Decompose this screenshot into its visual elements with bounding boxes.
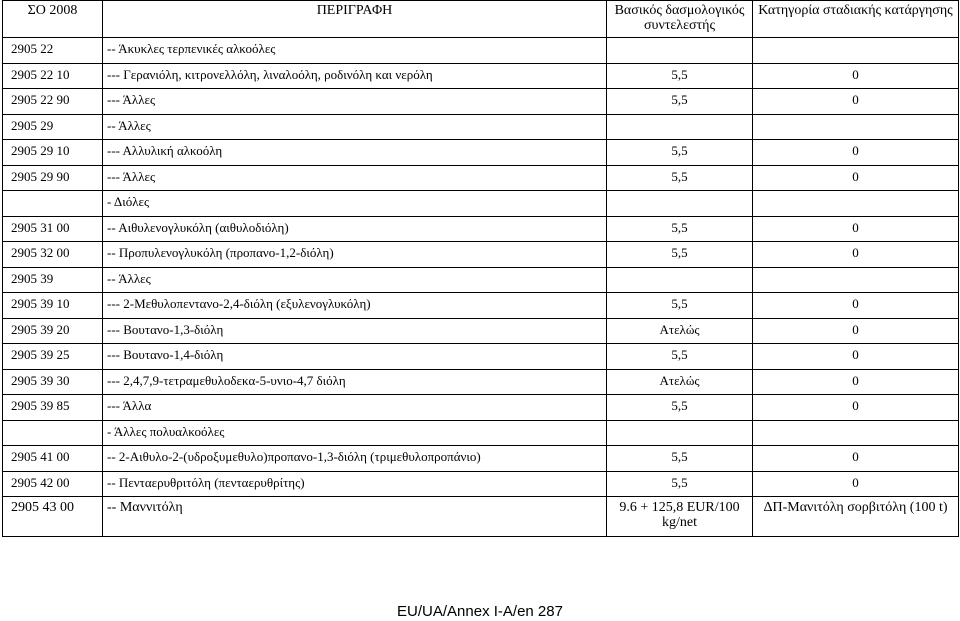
row-description: --- Άλλες [103,165,607,191]
table-row [3,191,959,217]
row-code: 2905 31 00 [3,216,103,242]
page-footer: EU/UA/Annex I-A/en 287 [397,603,563,620]
row-description: -- 2-Αιθυλο-2-(υδροξυμεθυλο)προπανο-1,3-διόλη (τριμεθυλοπροπάνιο) [103,446,607,472]
table-row [3,293,959,319]
header-description: ΠΕΡΙΓΡΑΦΗ [103,1,607,38]
row-description: -- Πενταερυθριτόλη (πενταερυθρίτης) [103,471,607,497]
row-category [753,38,959,64]
row-base-rate: 5,5 [607,89,753,115]
row-code: 2905 29 10 [3,140,103,166]
row-category: 0 [753,63,959,89]
row-code: 2905 22 90 [3,89,103,115]
row-category: 0 [753,471,959,497]
table-row [3,38,959,64]
row-description: --- 2,4,7,9-τετραμεθυλοδεκα-5-υνιο-4,7 διόλη [103,369,607,395]
row-base-rate [607,38,753,64]
table-header-row [3,1,959,38]
row-description: - Διόλες [103,191,607,217]
row-code: 2905 29 [3,114,103,140]
row-code [3,420,103,446]
row-category: 0 [753,242,959,268]
table-row [3,89,959,115]
row-base-rate: 5,5 [607,165,753,191]
row-description: --- 2-Μεθυλοπεντανο-2,4-διόλη (εξυλενογλυκόλη) [103,293,607,319]
row-category: 0 [753,318,959,344]
row-code: 2905 39 85 [3,395,103,421]
row-code: 2905 22 10 [3,63,103,89]
table-row [3,344,959,370]
row-description: --- Άλλα [103,395,607,421]
row-code: 2905 39 25 [3,344,103,370]
row-base-rate: 9.6 + 125,8 EUR/100 kg/net [607,497,753,537]
row-code: 2905 39 20 [3,318,103,344]
row-base-rate: 5,5 [607,395,753,421]
row-category [753,114,959,140]
row-code: 2905 39 30 [3,369,103,395]
table-row [3,63,959,89]
table-row [3,318,959,344]
row-code: 2905 39 10 [3,293,103,319]
row-category [753,420,959,446]
row-category: 0 [753,369,959,395]
row-category: 0 [753,216,959,242]
table-row [3,216,959,242]
header-category: Κατηγορία σταδιακής κατάργησης [753,1,959,38]
row-description: --- Γερανιόλη, κιτρονελλόλη, λιναλοόλη, ροδινόλη και νερόλη [103,63,607,89]
table-body [3,38,959,537]
row-category: 0 [753,89,959,115]
row-code: 2905 43 00 [3,497,103,537]
row-description: --- Αλλυλική αλκοόλη [103,140,607,166]
table-row [3,242,959,268]
table-row [3,420,959,446]
row-code [3,191,103,217]
table-row [3,446,959,472]
row-category: 0 [753,446,959,472]
row-base-rate: Ατελώς [607,369,753,395]
table-row [3,471,959,497]
row-description: -- Μαννιτόλη [103,497,607,537]
row-base-rate: 5,5 [607,471,753,497]
row-description: -- Προπυλενογλυκόλη (προπανο-1,2-διόλη) [103,242,607,268]
row-category: 0 [753,293,959,319]
row-description: --- Άλλες [103,89,607,115]
row-base-rate [607,267,753,293]
row-description: -- Άκυκλες τερπενικές αλκοόλες [103,38,607,64]
row-base-rate: 5,5 [607,216,753,242]
row-category: 0 [753,344,959,370]
row-description: --- Βουτανο-1,3-διόλη [103,318,607,344]
row-base-rate: 5,5 [607,140,753,166]
table-row [3,114,959,140]
row-category: 0 [753,395,959,421]
row-base-rate [607,191,753,217]
row-description: -- Άλλες [103,114,607,140]
table-row [3,267,959,293]
row-base-rate: 5,5 [607,63,753,89]
row-code: 2905 41 00 [3,446,103,472]
row-base-rate: Ατελώς [607,318,753,344]
table-row [3,497,959,537]
row-category: 0 [753,165,959,191]
row-base-rate: 5,5 [607,344,753,370]
header-base-rate: Βασικός δασμολογικός συντελεστής [607,1,753,38]
row-code: 2905 39 [3,267,103,293]
row-description: --- Βουτανο-1,4-διόλη [103,344,607,370]
row-category: 0 [753,140,959,166]
row-category: ΔΠ-Μανιτόλη σορβιτόλη (100 t) [753,497,959,537]
row-base-rate: 5,5 [607,293,753,319]
table-row [3,369,959,395]
table-row [3,395,959,421]
row-code: 2905 29 90 [3,165,103,191]
row-category [753,191,959,217]
row-code: 2905 32 00 [3,242,103,268]
row-description: -- Αιθυλενογλυκόλη (αιθυλοδιόλη) [103,216,607,242]
tariff-table [2,0,959,537]
table-row [3,165,959,191]
header-code: ΣΟ 2008 [3,1,103,38]
row-code: 2905 42 00 [3,471,103,497]
row-description: -- Άλλες [103,267,607,293]
row-code: 2905 22 [3,38,103,64]
row-base-rate: 5,5 [607,242,753,268]
row-category [753,267,959,293]
row-base-rate [607,114,753,140]
row-base-rate: 5,5 [607,446,753,472]
row-base-rate [607,420,753,446]
table-row [3,140,959,166]
row-description: - Άλλες πολυαλκοόλες [103,420,607,446]
